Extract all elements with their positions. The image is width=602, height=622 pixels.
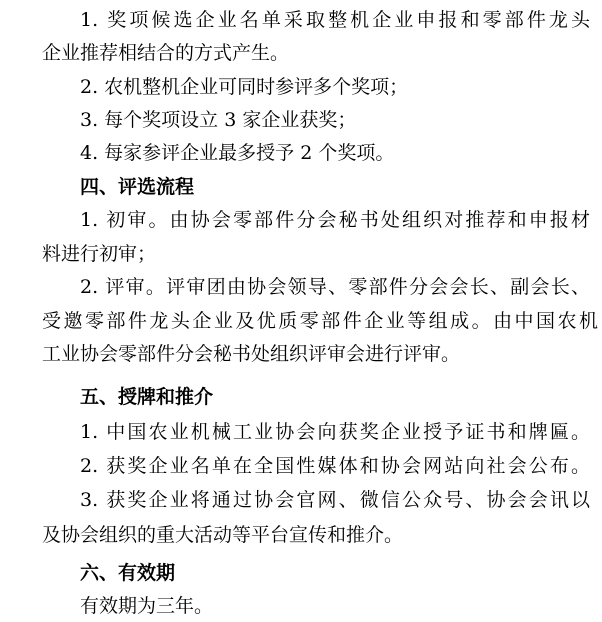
item-3-4: 4. 每家参评企业最多授予 2 个奖项。 <box>80 142 395 164</box>
section-6-heading: 六、有效期 <box>80 562 176 584</box>
item-3-2: 2. 农机整机企业可同时参评多个奖项； <box>80 76 409 98</box>
item-5-3-line1: 3. 获奖企业将通过协会官网、微信公众号、协会会讯以 <box>80 489 590 511</box>
section-4-heading: 四、评选流程 <box>80 176 195 198</box>
item-3-1-line2: 企业推荐相结合的方式产生。 <box>42 42 290 64</box>
section-6-body: 有效期为三年。 <box>80 595 214 617</box>
item-4-1-line2: 料进行初审； <box>42 243 157 265</box>
item-4-2-line1: 2. 评审。评审团由协会领导、零部件分会会长、副会长、 <box>80 276 590 298</box>
item-5-3-line2: 及协会组织的重大活动等平台宣传和推介。 <box>42 524 404 546</box>
item-5-1: 1. 中国农业机械工业协会向获奖企业授予证书和牌匾。 <box>80 421 590 443</box>
section-5-heading: 五、授牌和推介 <box>80 386 214 408</box>
item-4-2-line2: 受邀零部件龙头企业及优质零部件企业等组成。由中国农机 <box>42 310 598 332</box>
item-4-2-line3: 工业协会零部件分会秘书处组织评审会进行评审。 <box>42 343 461 365</box>
item-3-1-line1: 1. 奖项候选企业名单采取整机企业申报和零部件龙头 <box>80 9 590 31</box>
item-5-2: 2. 获奖企业名单在全国性媒体和协会网站向社会公布。 <box>80 455 590 477</box>
item-4-1-line1: 1. 初审。由协会零部件分会秘书处组织对推荐和申报材 <box>80 209 590 231</box>
item-3-3: 3. 每个奖项设立 3 家企业获奖； <box>80 109 357 131</box>
